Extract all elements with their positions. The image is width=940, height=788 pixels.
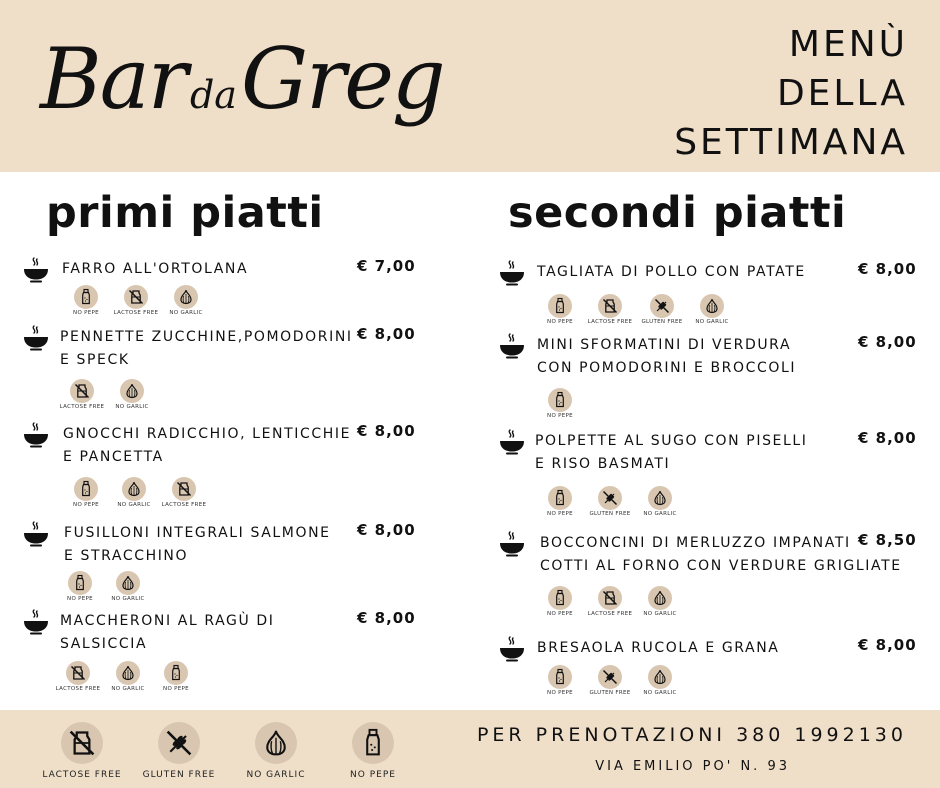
- legend-lactose-free: [36, 722, 128, 788]
- bar-da-greg-logo: [40, 30, 444, 128]
- lactose-free-icon: [172, 477, 196, 501]
- gluten-free-icon: [598, 486, 622, 510]
- menu-title-line-2: DELLA: [776, 73, 908, 114]
- gluten-free-badge: [636, 294, 688, 326]
- badge-label: GLUTEN FREE: [641, 319, 683, 325]
- soup-bowl-icon: [498, 428, 526, 456]
- no-garlic-badge: [104, 571, 152, 603]
- no-pepe-badge: [152, 661, 200, 693]
- dish-dietary-badges: [52, 661, 200, 693]
- allergen-legend: [36, 722, 424, 788]
- no-pepe-badge: [536, 665, 584, 697]
- lactose-free-icon: [70, 379, 94, 403]
- dish-dietary-badges: [62, 477, 210, 509]
- no-garlic-icon: [648, 486, 672, 510]
- legend-label: NO PEPE: [350, 770, 396, 780]
- soup-bowl-icon: [22, 256, 50, 284]
- no-pepe-icon: [68, 571, 92, 595]
- logo-greg: Greg: [240, 30, 444, 128]
- dish-price: € 7,00: [357, 257, 416, 275]
- no-pepe-icon: [352, 722, 394, 764]
- no-garlic-icon: [122, 477, 146, 501]
- no-garlic-badge: [104, 661, 152, 693]
- no-pepe-icon: [548, 586, 572, 610]
- booking-phone: PER PRENOTAZIONI 380 1992130: [476, 724, 907, 746]
- dish-price: € 8,00: [858, 429, 917, 447]
- no-garlic-badge: [162, 285, 210, 317]
- badge-label: NO GARLIC: [111, 596, 145, 602]
- dish-dietary-badges: [56, 571, 152, 603]
- dish-name: POLPETTE AL SUGO CON PISELLI E RISO BASMATI: [535, 433, 808, 472]
- dish-price: € 8,00: [357, 521, 416, 539]
- lactose-free-icon: [598, 294, 622, 318]
- soup-bowl-icon: [498, 530, 526, 558]
- no-garlic-icon: [255, 722, 297, 764]
- logo-bar: Bar: [40, 30, 186, 128]
- lactose-free-badge: [110, 285, 162, 317]
- badge-label: NO GARLIC: [115, 404, 149, 410]
- badge-label: NO PEPE: [73, 502, 99, 508]
- badge-label: NO PEPE: [73, 310, 99, 316]
- secondi-piatti-heading: secondi piatti: [508, 188, 847, 238]
- legend-label: GLUTEN FREE: [142, 770, 216, 780]
- lactose-free-icon: [124, 285, 148, 309]
- dish-price: € 8,00: [357, 325, 416, 343]
- dish-dietary-badges: [536, 294, 736, 326]
- dish-name: MINI SFORMATINI DI VERDURA CON POMODORINI E BROCCOLI: [537, 337, 797, 376]
- dish-dietary-badges: [536, 388, 584, 420]
- header-band: [0, 0, 940, 172]
- dish-price: € 8,00: [357, 422, 416, 440]
- soup-bowl-icon: [498, 259, 526, 287]
- badge-label: GLUTEN FREE: [589, 690, 631, 696]
- no-pepe-badge: [62, 285, 110, 317]
- no-pepe-icon: [164, 661, 188, 685]
- soup-bowl-icon: [498, 635, 526, 663]
- no-garlic-icon: [700, 294, 724, 318]
- menu-title-line-1: MENÙ: [788, 24, 908, 65]
- no-garlic-badge: [636, 486, 684, 518]
- soup-bowl-icon: [22, 324, 50, 352]
- lactose-free-icon: [61, 722, 103, 764]
- no-pepe-badge: [536, 388, 584, 420]
- no-garlic-icon: [116, 571, 140, 595]
- no-pepe-badge: [536, 486, 584, 518]
- legend-label: NO GARLIC: [246, 770, 306, 780]
- menu-title-line-3: SETTIMANA: [674, 122, 908, 163]
- no-garlic-icon: [174, 285, 198, 309]
- badge-label: NO GARLIC: [117, 502, 151, 508]
- menu-title: [674, 20, 908, 167]
- no-garlic-badge: [688, 294, 736, 326]
- soup-bowl-icon: [498, 332, 526, 360]
- badge-label: NO PEPE: [547, 413, 573, 419]
- badge-label: LACTOSE FREE: [161, 502, 207, 508]
- gluten-free-badge: [584, 486, 636, 518]
- no-pepe-icon: [74, 285, 98, 309]
- legend-gluten-free: [133, 722, 225, 788]
- badge-label: NO PEPE: [547, 611, 573, 617]
- badge-label: GLUTEN FREE: [589, 511, 631, 517]
- primi-piatti-heading: primi piatti: [46, 188, 324, 238]
- soup-bowl-icon: [22, 421, 50, 449]
- legend-no-garlic: [230, 722, 322, 788]
- dish-name: BRESAOLA RUCOLA E GRANA: [537, 640, 780, 656]
- no-pepe-badge: [536, 586, 584, 618]
- no-garlic-icon: [116, 661, 140, 685]
- dish-name: MACCHERONI AL RAGÙ DI SALSICCIA: [60, 613, 275, 652]
- badge-label: NO GARLIC: [169, 310, 203, 316]
- no-pepe-badge: [56, 571, 104, 603]
- logo-da: da: [189, 73, 237, 117]
- dish-dietary-badges: [536, 486, 684, 518]
- dish-dietary-badges: [56, 379, 156, 411]
- footer-band: [0, 710, 940, 788]
- dish-dietary-badges: [536, 665, 684, 697]
- badge-label: LACTOSE FREE: [587, 319, 633, 325]
- badge-label: LACTOSE FREE: [55, 686, 101, 692]
- legend-no-pepe: [327, 722, 419, 788]
- lactose-free-icon: [66, 661, 90, 685]
- address: VIA EMILIO PO' N. 93: [595, 759, 790, 774]
- no-garlic-icon: [120, 379, 144, 403]
- no-pepe-icon: [74, 477, 98, 501]
- soup-bowl-icon: [22, 608, 50, 636]
- dish-dietary-badges: [62, 285, 210, 317]
- no-garlic-badge: [636, 665, 684, 697]
- badge-label: NO PEPE: [547, 319, 573, 325]
- no-pepe-badge: [62, 477, 110, 509]
- dish-price: € 8,00: [357, 609, 416, 627]
- dish-name: GNOCCHI RADICCHIO, LENTICCHIE E PANCETTA: [63, 426, 352, 465]
- badge-label: LACTOSE FREE: [59, 404, 105, 410]
- badge-label: NO GARLIC: [643, 511, 677, 517]
- gluten-free-icon: [598, 665, 622, 689]
- dish-dietary-badges: [536, 586, 684, 618]
- dish-price: € 8,50: [858, 531, 917, 549]
- no-pepe-icon: [548, 294, 572, 318]
- lactose-free-badge: [584, 294, 636, 326]
- lactose-free-badge: [52, 661, 104, 693]
- dish-name: TAGLIATA DI POLLO CON PATATE: [537, 264, 806, 280]
- no-garlic-icon: [648, 586, 672, 610]
- gluten-free-icon: [650, 294, 674, 318]
- badge-label: NO PEPE: [547, 690, 573, 696]
- badge-label: LACTOSE FREE: [113, 310, 159, 316]
- no-pepe-icon: [548, 388, 572, 412]
- lactose-free-badge: [158, 477, 210, 509]
- gluten-free-icon: [158, 722, 200, 764]
- no-garlic-badge: [110, 477, 158, 509]
- no-pepe-icon: [548, 665, 572, 689]
- dish-name: FUSILLONI INTEGRALI SALMONE E STRACCHINO: [64, 525, 331, 564]
- no-pepe-badge: [536, 294, 584, 326]
- dish-price: € 8,00: [858, 333, 917, 351]
- legend-label: LACTOSE FREE: [42, 770, 122, 780]
- no-garlic-icon: [648, 665, 672, 689]
- lactose-free-icon: [598, 586, 622, 610]
- lactose-free-badge: [56, 379, 108, 411]
- badge-label: NO GARLIC: [111, 686, 145, 692]
- no-garlic-badge: [636, 586, 684, 618]
- soup-bowl-icon: [22, 520, 50, 548]
- lactose-free-badge: [584, 586, 636, 618]
- badge-label: LACTOSE FREE: [587, 611, 633, 617]
- badge-label: NO GARLIC: [695, 319, 729, 325]
- dish-name: FARRO ALL'ORTOLANA: [62, 261, 249, 277]
- badge-label: NO GARLIC: [643, 611, 677, 617]
- dish-price: € 8,00: [858, 260, 917, 278]
- no-pepe-icon: [548, 486, 572, 510]
- dish-name: PENNETTE ZUCCHINE,POMODORINI E SPECK: [60, 329, 353, 368]
- badge-label: NO PEPE: [67, 596, 93, 602]
- no-garlic-badge: [108, 379, 156, 411]
- dish-name: BOCCONCINI DI MERLUZZO IMPANATI COTTI AL FORNO CON VERDURE GRIGLIATE: [540, 535, 902, 574]
- badge-label: NO PEPE: [547, 511, 573, 517]
- badge-label: NO PEPE: [163, 686, 189, 692]
- gluten-free-badge: [584, 665, 636, 697]
- badge-label: NO GARLIC: [643, 690, 677, 696]
- dish-price: € 8,00: [858, 636, 917, 654]
